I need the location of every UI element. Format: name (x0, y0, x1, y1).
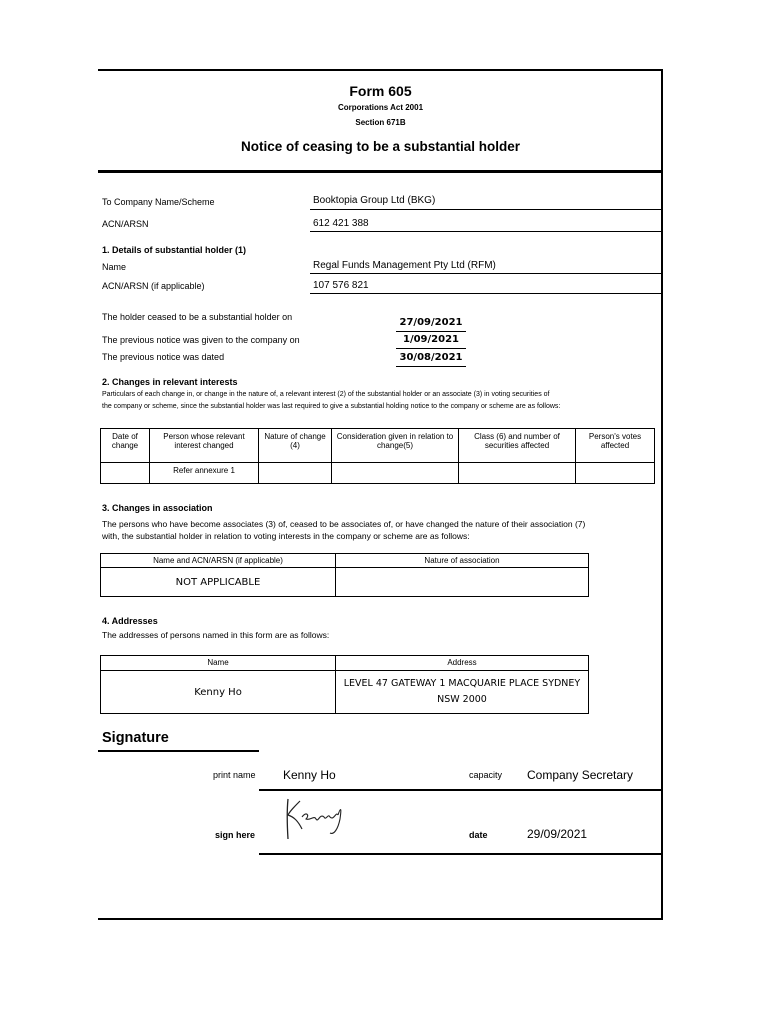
col-date-of-change: Date of change (101, 429, 150, 463)
form-title: Form 605 (349, 83, 412, 99)
addresses-heading: 4. Addresses (102, 616, 158, 626)
association-text-line2: with, the substantial holder in relation to voting interests in the company or scheme are as follows: (102, 531, 470, 541)
association-text-line1: The persons who have become associates (3) of, ceased to be associates of, or have changed the nature of their association (7) (102, 519, 586, 529)
holder-name-label: Name (102, 262, 127, 272)
company-name-underline (310, 209, 663, 210)
table-row (101, 463, 655, 484)
print-name-line (259, 789, 663, 791)
holder-name-value: Regal Funds Management Pty Ltd (RFM) (313, 260, 496, 271)
company-acn-underline (310, 231, 663, 232)
sign-here-label: sign here (215, 830, 256, 840)
addresses-text: The addresses of persons named in this form are as follows: (102, 630, 330, 640)
col-nature: Nature of change (4) (259, 429, 332, 463)
prev-given-label: The previous notice was given to the company on (102, 335, 300, 345)
signature-title: Signature (102, 730, 169, 746)
cell-nature (259, 463, 332, 484)
address-line1: LEVEL 47 GATEWAY 1 MACQUARIE PLACE SYDNEY (343, 678, 581, 689)
col-votes: Person's votes affected (576, 429, 655, 463)
association-table-header (101, 554, 589, 568)
prev-dated-label: The previous notice was dated (102, 352, 225, 362)
date-label: date (469, 830, 488, 840)
capacity-label: capacity (469, 770, 503, 780)
cell-association-nature (336, 568, 589, 597)
date-value: 29/09/2021 (527, 827, 588, 841)
changes-text-line2: the company or scheme, since the substantial holder was last required to give a substantial holding notice to the company or scheme are as follows: (102, 403, 561, 410)
handwritten-signature (282, 795, 348, 848)
signature-title-rule (98, 750, 259, 752)
cell-votes (576, 463, 655, 484)
notice-title: Notice of ceasing to be a substantial holder (240, 139, 521, 154)
print-name-label: print name (213, 770, 256, 780)
holder-acn-underline (310, 293, 663, 294)
prev-dated-value: 30/08/2021 (399, 352, 463, 363)
cell-consideration (332, 463, 459, 484)
act-label: Corporations Act 2001 (337, 103, 424, 112)
cell-date (101, 463, 150, 484)
cell-address-value (336, 671, 589, 714)
changes-table (100, 428, 655, 484)
table-row (101, 671, 589, 714)
section-label: Section 671B (355, 118, 406, 127)
company-name-value: Booktopia Group Ltd (BKG) (313, 195, 436, 206)
association-table (100, 553, 589, 597)
ceased-date-underline (396, 331, 466, 332)
ceased-date-label: The holder ceased to be a substantial holder on (102, 312, 293, 322)
address-line2: NSW 2000 (437, 694, 487, 705)
col-name-acn: Name and ACN/ARSN (if applicable) (101, 554, 336, 568)
cell-class (459, 463, 576, 484)
cell-person: Refer annexure 1 (150, 463, 259, 484)
prev-dated-underline (396, 366, 466, 367)
holder-section-heading: 1. Details of substantial holder (1) (102, 245, 247, 255)
addresses-table-header (101, 656, 589, 671)
cell-association-name: NOT APPLICABLE (101, 568, 336, 597)
holder-acn-label: ACN/ARSN (if applicable) (102, 281, 205, 291)
table-row (101, 568, 589, 597)
company-acn-value: 612 421 388 (313, 218, 369, 229)
header-divider (98, 170, 663, 173)
col-nature-association: Nature of association (336, 554, 589, 568)
holder-acn-value: 107 576 821 (313, 280, 369, 291)
print-name-value: Kenny Ho (283, 768, 336, 782)
ceased-date-value: 27/09/2021 (399, 317, 463, 328)
sign-line (259, 853, 663, 855)
prev-given-underline (396, 348, 466, 349)
prev-given-value: 1/09/2021 (402, 334, 459, 345)
company-acn-label: ACN/ARSN (102, 219, 149, 229)
addresses-table (100, 655, 589, 714)
cell-address-name: Kenny Ho (101, 671, 336, 714)
capacity-value: Company Secretary (527, 768, 634, 782)
col-class: Class (6) and number of securities affected (459, 429, 576, 463)
col-address: Address (336, 656, 589, 671)
col-address-name: Name (101, 656, 336, 671)
holder-name-underline (310, 273, 663, 274)
company-name-label: To Company Name/Scheme (102, 197, 215, 207)
col-person: Person whose relevant interest changed (150, 429, 259, 463)
association-heading: 3. Changes in association (102, 503, 213, 513)
col-consideration: Consideration given in relation to change(5) (332, 429, 459, 463)
changes-table-header (101, 429, 655, 463)
changes-heading: 2. Changes in relevant interests (102, 377, 238, 387)
changes-text-line1: Particulars of each change in, or change in the nature of, a relevant interest (2) of the substantial holder or an associate (3) in voting securities of (102, 391, 550, 398)
